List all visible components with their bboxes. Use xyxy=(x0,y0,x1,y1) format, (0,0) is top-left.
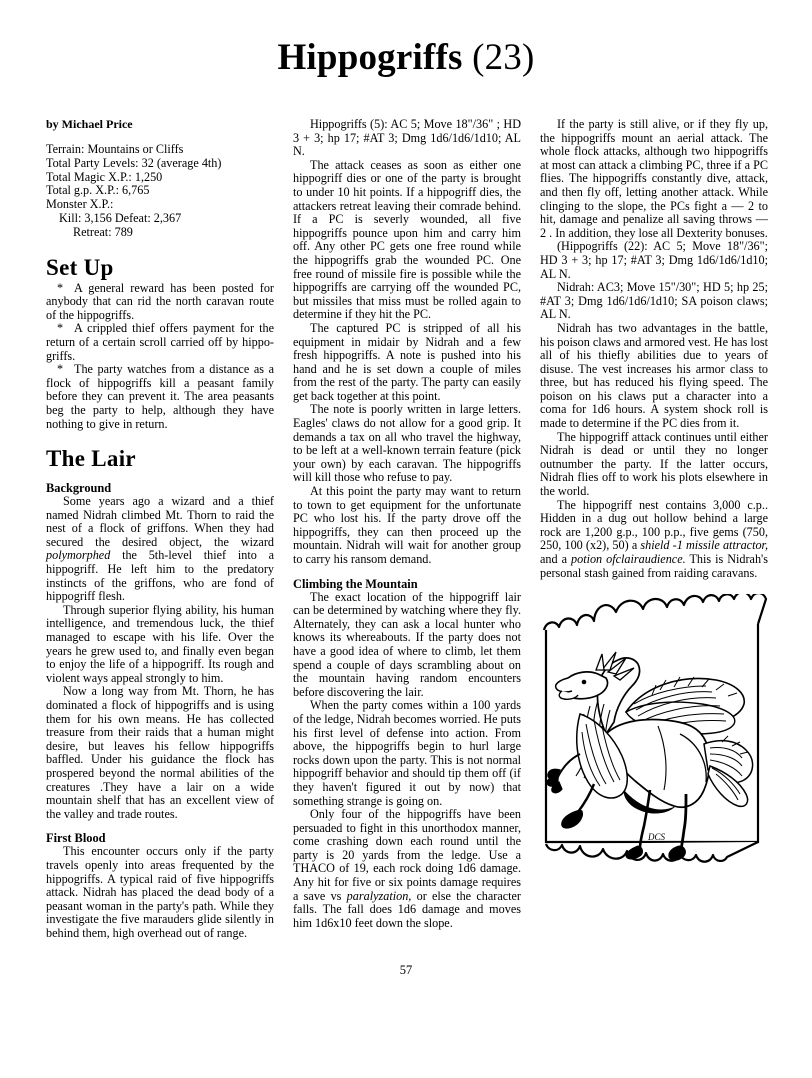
artist-signature: DCS xyxy=(648,832,666,843)
right-paragraph-3: The hippogriff attack continues until either Nidrah is dead or until they no longer outnumber the party. If the latter occurs, Nidrah flies off to work his plots elsewhere in the world. xyxy=(540,429,768,499)
stat-retreat: Retreat: 789 xyxy=(73,224,133,239)
stat-party-levels: Total Party Levels: 32 (average 4th) xyxy=(46,155,222,170)
middle-paragraph-2: The captured PC is stripped of all his equipment in midair by Nidrah and a few fresh hippogriffs. A note is pushed into his hand and he is set down a couple of miles from the rest of the party. The party can easily get back together at this point. xyxy=(293,320,521,403)
byline: by Michael Price xyxy=(46,117,133,131)
lair-background-p2: Through superior flying ability, his human intelligence, and tremendous luck, the thief managed to escape with his life. Over the years he grew used to, and finally even began to enjoy the life of a hippogriff. Its rough and violent ways appeal strongly to him. xyxy=(46,602,274,685)
hippogriff-illustration xyxy=(540,594,768,899)
setup-bullet-2 xyxy=(46,322,274,363)
lair-bg-p1-a: Some years ago a wizard and a thief named Nidrah climbed Mt. Thorn to raid the nest of a flock of griffons. When they had secured the desired object, the wizard xyxy=(46,494,274,549)
climbing-p3-italic: paralyzation, xyxy=(346,888,412,903)
column-middle xyxy=(293,118,521,958)
setup-bullet-1 xyxy=(46,282,274,323)
statblock-hippogriffs-22: (Hippogriffs (22): AC 5; Move 18"/36"; HD 3 + 3; hp 17; #AT 3; Dmg 1d6/1d6/1d10; AL N. xyxy=(540,239,768,281)
setup-bullet-2-text: A crippled thief offers payment for the return of a certain scroll carried off by hippo-griffs. xyxy=(46,321,274,363)
right-p4-b: This is Nidrah's personal stash gained from raiding caravans. xyxy=(540,552,768,580)
right-p4-italic-1: shield -1 missile attractor, xyxy=(640,538,768,553)
page-title-main: Hippogriffs xyxy=(277,37,463,78)
heading-the-lair: The Lair xyxy=(46,446,136,472)
heading-background: Background xyxy=(46,481,112,496)
lair-background-p3: Now a long way from Mt. Thorn, he has dominated a flock of hippogriffs and is using them for his own means. He has collected treasure from their raids that a human might desire, but leaves his fellow hippogriffs baffled. Under his guidance the flock has prospered beyond the normal abilities of the creatures .They have a lair on a wide mountain shelf that has an excellent view of the valley and trade routes. xyxy=(46,684,274,821)
stat-kill-defeat: Kill: 3,156 Defeat: 2,367 xyxy=(59,210,182,225)
right-p4-italic-2: potion ofclairaudience. xyxy=(571,552,686,566)
bullet-marker: * xyxy=(57,362,64,377)
page-number: 57 xyxy=(399,963,413,977)
heading-first-blood: First Blood xyxy=(46,831,106,846)
column-right xyxy=(540,118,768,958)
heading-set-up: Set Up xyxy=(46,254,114,280)
middle-paragraph-4: At this point the party may want to return to town to get equipment for the unfortunate PC who lost his. If the party drove off the hippogriffs, they can then proceed up the mountain. Nidrah will wait for another group to carry his ransom demand. xyxy=(293,484,521,566)
middle-paragraph-3: The note is poorly written in large letters. Eagles' claws do not allow for a good grip. It demands a tax on all who travel the highway, to be left at a well-known terrain feature (pick your own) by each caravan. The hippogriffs will kill those who refuse to pay. xyxy=(293,402,521,485)
right-paragraph-2: Nidrah has two advantages in the battle, his poison claws and armored vest. He has lost all of his thiefly abilities due to years of disuse. The vest increases his armor class to three, but has reduced his flying speed. The poison on his claws put a character into a coma for 1d6 hours. A system shock roll is made to determine if the PC dies from it. xyxy=(540,320,768,431)
climbing-p3-a: Only four of the hippogriffs have been persuaded to fight in this unorthodox manner, come crashing down each round until the party is 20 yards from the ledge. Use a THACO of 19, each rock doing 1d6 damage. Any hit for five or six points damage requires a save vs xyxy=(293,807,521,903)
page-title xyxy=(0,36,812,79)
column-left xyxy=(46,118,274,958)
climbing-paragraph-3 xyxy=(293,808,521,930)
bullet-marker: * xyxy=(57,321,64,336)
right-paragraph-4 xyxy=(540,499,768,581)
stat-magic-xp: Total Magic X.P.: 1,250 xyxy=(46,169,163,184)
hippogriff-illustration-svg xyxy=(540,594,768,899)
article-columns xyxy=(46,118,768,958)
statblock-nidrah: Nidrah: AC3; Move 15"/30"; HD 5; hp 25; #AT 3; Dmg 1d6/1d6/1d10; SA poison claws; AL N. xyxy=(540,280,768,322)
heading-climbing-the-mountain: Climbing the Mountain xyxy=(293,576,418,591)
climbing-paragraph-2: When the party comes within a 100 yards of the ledge, Nidrah becomes worried. He puts his first level of defense into action. From above, the hippogriffs begin to hurl large rocks down upon the party. This is not normal hippogriff behavior and should tip them off (if they haven't figured it out by now) that something strange is going on. xyxy=(293,698,521,808)
setup-bullet-3-text: The party watches from a distance as a flock of hippogriffs kill a peasant family before they can prevent it. The area peasants beg the party to help, although they have nothing to give in return. xyxy=(46,362,274,431)
climbing-paragraph-1: The exact location of the hippogriff lair can be determined by watching where they fly. Alternately, they can ask a local hunter who knows its whereabouts. If the party does not have a good idea of where to climb, let them spend a couple of days scrambling about on the mountain having random encounters before discovering the lair. xyxy=(293,589,521,699)
stat-monster-xp-label: Monster X.P.: xyxy=(46,197,114,212)
bullet-marker: * xyxy=(57,280,64,295)
climbing-p3-b: or else the character falls. The fall does 1d6 damage and moves him 1d6x10 feet down the slope. xyxy=(293,888,521,930)
eye xyxy=(582,680,587,685)
right-p4-a: The hippogriff nest contains 3,000 c.p.. Hidden in a dug out hollow behind a large rock are 1,200 g.p., 100 p.p., five gems (750, 250, 100 (x2), 50) a xyxy=(540,497,768,553)
encounter-stats xyxy=(46,143,274,240)
statblock-hippogriffs-5: Hippogriffs (5): AC 5; Move 18"/36" ; HD 3 + 3; hp 17; #AT 3; Dmg 1d6/1d6/1d10; AL N. xyxy=(293,117,521,159)
setup-bullet-3 xyxy=(46,363,274,431)
lair-bg-p1-b: the 5th-level thief into a hippogriff. He left him to the predatory instincts of the griffons, who are fond of hippogriff flesh. xyxy=(46,548,274,604)
setup-bullet-1-text: A general reward has been posted for anybody that can rid the north caravan route of the hippogriffs. xyxy=(46,280,274,322)
page-title-number: (23) xyxy=(472,37,535,78)
middle-paragraph-1: The attack ceases as soon as either one hippogriff dies or one of the party is brought to under 10 hit points. If a hippogriff dies, the attackers retreat leaving their comrade behind. If a PC is severly wounded, all five hippogriffs pounce upon him and carry him off. Any other PC gets one free round while the hippogriffs grab the wounded PC. One free round of missile fire is possible while the hippogriffs are carrying off the wounded PC, but missiles that miss must be rolled again to determine if they hit the PC. xyxy=(293,157,521,322)
stat-terrain: Terrain: Mountains or Cliffs xyxy=(46,142,184,156)
right-paragraph-1: If the party is still alive, or if they fly up, the hippogriffs mount an aerial attack. The whole flock attacks, although two hippogriffs at most can attack a climbing PC, three if a PC flies. The hippogriffs constantly dive, attack, and then fly off, letting another attack. While clinging to the slope, the PCs fight a — 2 to hit, damage and penalize all saving throws — 2 . In addition, they lose all Dexterity bonuses. xyxy=(540,117,768,240)
right-p4-mid: and a xyxy=(540,552,571,566)
lair-bg-p1-italic: polymorphed xyxy=(46,548,111,563)
stat-gp-xp: Total g.p. X.P.: 6,765 xyxy=(46,183,150,198)
lair-background-p1 xyxy=(46,495,274,604)
first-blood-paragraph: This encounter occurs only if the party travels openly into areas frequented by the hippogriffs. A typical raid of five hippogriffs attack. Nidrah has placed the dead body of a peasant woman in the party's path. While they investigate the five marauders glide silently in behind them, high overhead out of range. xyxy=(46,844,274,940)
